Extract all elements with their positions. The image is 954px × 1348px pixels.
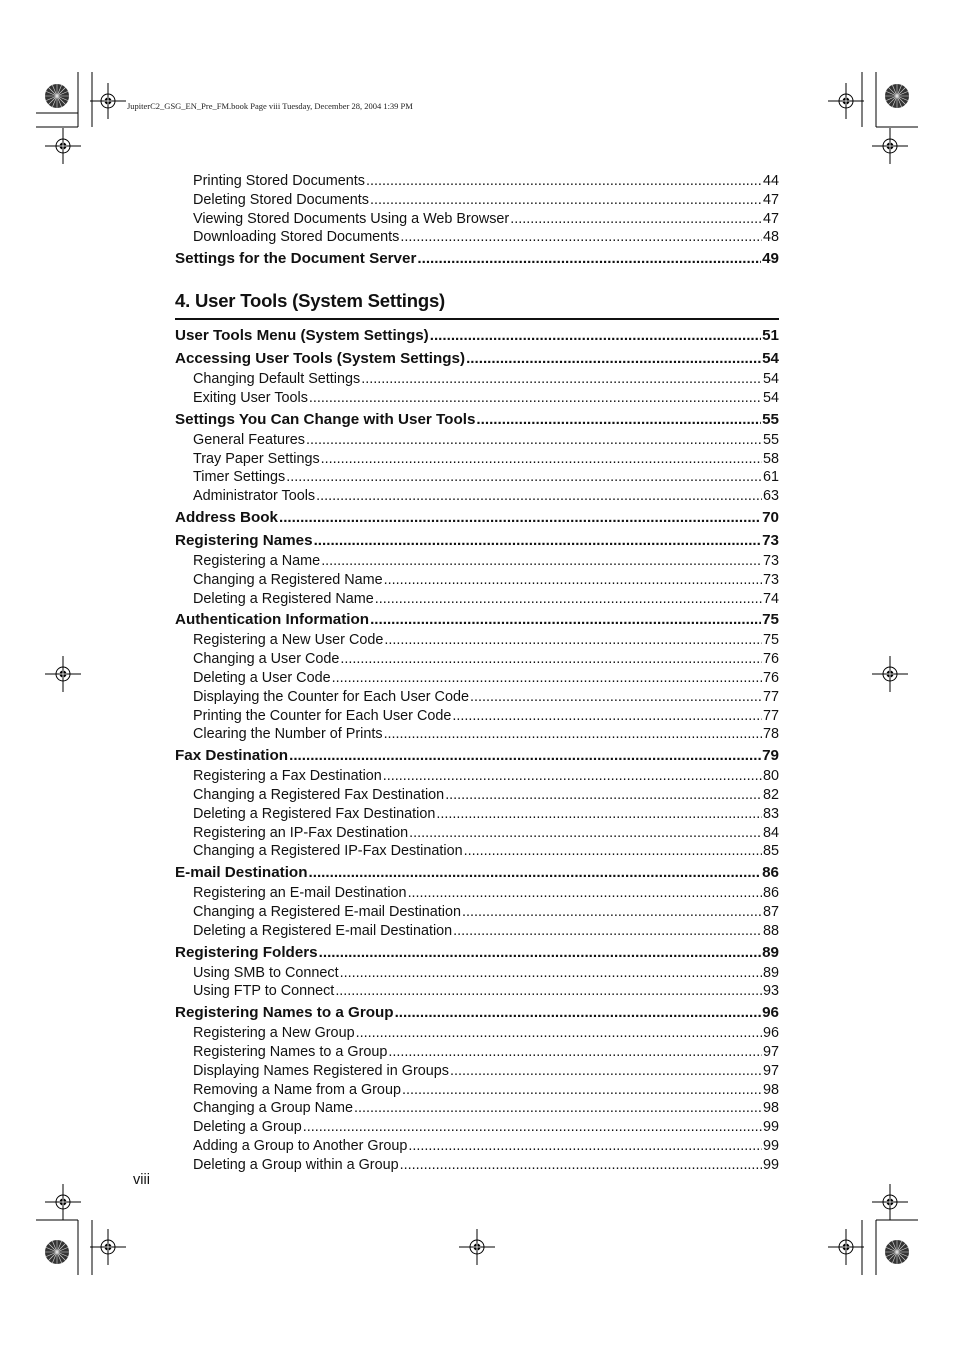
toc-entry-page: 79	[762, 747, 779, 765]
toc-entry-page: 93	[762, 983, 779, 1000]
toc-entry-page: 48	[762, 229, 779, 246]
toc-entry-sub[interactable]	[175, 688, 779, 707]
dot-leader	[445, 786, 762, 805]
toc-entry-page: 97	[762, 1062, 779, 1079]
toc-entry-sub[interactable]	[175, 631, 779, 650]
toc-entry-title: Clearing the Number of Prints	[193, 726, 383, 743]
toc-entry-page: 88	[762, 922, 779, 939]
toc-entry-page: 77	[762, 707, 779, 724]
toc-entry-sub[interactable]	[175, 571, 779, 590]
toc-entry-main[interactable]	[175, 1002, 779, 1024]
toc-entry-title: Viewing Stored Documents Using a Web Browser	[193, 210, 510, 227]
toc-entry-sub[interactable]	[175, 228, 779, 247]
toc-entry-sub[interactable]	[175, 903, 779, 922]
toc-entry-page: 83	[762, 805, 779, 822]
toc-entry-title: Deleting a Registered Fax Destination	[193, 805, 436, 822]
toc-entry-page: 76	[762, 651, 779, 668]
table-of-contents	[175, 172, 779, 1174]
toc-entry-title: Changing a User Code	[193, 651, 340, 668]
toc-entry-sub[interactable]	[175, 552, 779, 571]
toc-entry-page: 44	[762, 173, 779, 189]
toc-entry-title: Accessing User Tools (System Settings)	[175, 350, 466, 368]
dot-leader	[335, 982, 762, 1001]
toc-entry-page: 47	[762, 191, 779, 208]
dot-leader	[361, 370, 762, 389]
dot-leader	[321, 552, 762, 571]
toc-entry-page: 82	[762, 786, 779, 803]
toc-entry-title: Registering a Name	[193, 552, 321, 569]
dot-leader	[395, 1002, 762, 1024]
toc-entry-page: 54	[762, 371, 779, 388]
toc-entry-title: Deleting a Registered E-mail Destination	[193, 922, 453, 939]
toc-entry-sub[interactable]	[175, 468, 779, 487]
toc-entry-page: 98	[762, 1100, 779, 1117]
toc-entry-sub[interactable]	[175, 172, 779, 191]
dot-leader	[400, 1156, 762, 1175]
dot-leader	[453, 922, 762, 941]
toc-entry-main[interactable]	[175, 609, 779, 631]
toc-entry-title: Registering an IP-Fax Destination	[193, 824, 409, 841]
toc-entry-title: Registering a New Group	[193, 1025, 355, 1042]
toc-entry-sub[interactable]	[175, 1118, 779, 1137]
toc-entry-sub[interactable]	[175, 370, 779, 389]
toc-entry-page: 87	[762, 903, 779, 920]
toc-entry-sub[interactable]	[175, 450, 779, 469]
toc-entry-title: Registering Names	[175, 531, 313, 549]
toc-entry-page: 89	[762, 943, 779, 961]
toc-entry-sub[interactable]	[175, 1062, 779, 1081]
toc-entry-title: Registering a Fax Destination	[193, 768, 382, 785]
toc-entry-main[interactable]	[175, 409, 779, 431]
dot-leader	[354, 1099, 762, 1118]
toc-entry-page: 55	[762, 410, 779, 428]
toc-entry-page: 54	[762, 350, 779, 368]
dot-leader	[470, 688, 762, 707]
dot-leader	[356, 1024, 762, 1043]
toc-entry-sub[interactable]	[175, 707, 779, 726]
toc-entry-sub[interactable]	[175, 1099, 779, 1118]
dot-leader	[309, 862, 762, 884]
toc-entry-page: 96	[762, 1025, 779, 1042]
toc-entry-title: Printing the Counter for Each User Code	[193, 707, 452, 724]
toc-entry-sub[interactable]	[175, 982, 779, 1001]
toc-entry-main[interactable]	[175, 248, 779, 270]
toc-entry-sub[interactable]	[175, 431, 779, 450]
toc-entry-sub[interactable]	[175, 922, 779, 941]
toc-entry-title: User Tools Menu (System Settings)	[175, 327, 429, 345]
print-slug: JupiterC2_GSG_EN_Pre_FM.book Page viii Tuesday, December 28, 2004 1:39 PM	[127, 101, 413, 111]
toc-entry-title: General Features	[193, 431, 305, 448]
toc-entry-main[interactable]	[175, 942, 779, 964]
chapter-heading: 4. User Tools (System Settings)	[175, 290, 779, 320]
dot-leader	[321, 450, 762, 469]
toc-entry-title: Authentication Information	[175, 611, 370, 629]
toc-entry-title: Registering a New User Code	[193, 632, 384, 649]
toc-entry-page: 73	[762, 552, 779, 569]
toc-entry-title: Administrator Tools	[193, 488, 316, 505]
toc-entry-title: Removing a Name from a Group	[193, 1081, 401, 1098]
toc-entry-sub[interactable]	[175, 210, 779, 229]
toc-entry-title: Changing a Registered Name	[193, 571, 383, 588]
toc-entry-title: Displaying Names Registered in Groups	[193, 1062, 449, 1079]
toc-entry-page: 70	[762, 508, 779, 526]
toc-entry-page: 75	[762, 632, 779, 649]
dot-leader	[430, 325, 761, 347]
dot-leader	[384, 725, 762, 744]
toc-entry-main[interactable]	[175, 325, 779, 347]
toc-entry-page: 78	[762, 726, 779, 743]
toc-entry-page: 85	[762, 843, 779, 860]
toc-entry-sub[interactable]	[175, 1137, 779, 1156]
toc-entry-page: 47	[762, 210, 779, 227]
dot-leader	[464, 842, 762, 861]
dot-leader	[289, 745, 761, 767]
toc-entry-main[interactable]	[175, 745, 779, 767]
toc-entry-page: 49	[762, 250, 779, 268]
toc-section-previous	[175, 172, 779, 270]
toc-entry-page: 98	[762, 1081, 779, 1098]
toc-entry-title: Deleting a User Code	[193, 669, 331, 686]
dot-leader	[309, 389, 762, 408]
toc-entry-sub[interactable]	[175, 786, 779, 805]
dot-leader	[340, 964, 762, 983]
dot-leader	[408, 884, 762, 903]
dot-leader	[462, 903, 762, 922]
toc-entry-title: Address Book	[175, 508, 278, 526]
toc-entry-title: Using FTP to Connect	[193, 983, 335, 1000]
toc-entry-page: 86	[762, 885, 779, 902]
dot-leader	[409, 824, 762, 843]
toc-entry-page: 86	[762, 864, 779, 882]
toc-entry-sub[interactable]	[175, 191, 779, 210]
toc-entry-page: 99	[762, 1119, 779, 1136]
toc-section-chapter	[175, 325, 779, 1174]
toc-entry-title: Displaying the Counter for Each User Code	[193, 688, 469, 705]
toc-entry-main[interactable]	[175, 507, 779, 529]
toc-entry-title: Changing a Registered E-mail Destination	[193, 903, 461, 920]
toc-entry-title: Adding a Group to Another Group	[193, 1137, 408, 1154]
dot-leader	[286, 468, 762, 487]
dot-leader	[366, 172, 762, 191]
toc-entry-sub[interactable]	[175, 389, 779, 408]
dot-leader	[408, 1137, 762, 1156]
toc-entry-title: Changing a Registered IP-Fax Destination	[193, 843, 463, 860]
toc-entry-title: Settings You Can Change with User Tools	[175, 410, 476, 428]
dot-leader	[340, 650, 762, 669]
toc-entry-sub[interactable]	[175, 824, 779, 843]
toc-entry-main[interactable]	[175, 348, 779, 370]
toc-entry-page: 99	[762, 1156, 779, 1173]
dot-leader	[319, 942, 761, 964]
toc-entry-page: 75	[762, 611, 779, 629]
dot-leader	[383, 767, 762, 786]
toc-entry-title: Deleting a Group within a Group	[193, 1156, 399, 1173]
toc-entry-title: Registering Folders	[175, 943, 318, 961]
toc-entry-page: 97	[762, 1043, 779, 1060]
toc-entry-page: 76	[762, 669, 779, 686]
toc-entry-page: 84	[762, 824, 779, 841]
toc-entry-sub[interactable]	[175, 725, 779, 744]
dot-leader	[417, 248, 761, 270]
toc-entry-sub[interactable]	[175, 767, 779, 786]
toc-entry-sub[interactable]	[175, 1156, 779, 1175]
dot-leader	[279, 507, 761, 529]
dot-leader	[452, 707, 762, 726]
dot-leader	[400, 228, 762, 247]
toc-entry-sub[interactable]	[175, 487, 779, 506]
toc-entry-title: Registering Names to a Group	[193, 1043, 388, 1060]
toc-entry-title: Deleting a Registered Name	[193, 590, 374, 607]
toc-entry-title: Fax Destination	[175, 747, 289, 765]
toc-entry-page: 89	[762, 964, 779, 981]
toc-entry-page: 61	[762, 469, 779, 486]
dot-leader	[375, 590, 762, 609]
toc-entry-sub[interactable]	[175, 1024, 779, 1043]
dot-leader	[510, 210, 762, 229]
dot-leader	[388, 1043, 762, 1062]
toc-entry-sub[interactable]	[175, 669, 779, 688]
toc-entry-page: 54	[762, 389, 779, 406]
toc-entry-title: Deleting Stored Documents	[193, 191, 369, 208]
toc-entry-sub[interactable]	[175, 805, 779, 824]
toc-entry-title: Changing a Registered Fax Destination	[193, 786, 445, 803]
toc-entry-page: 99	[762, 1137, 779, 1154]
toc-entry-page: 51	[762, 327, 779, 345]
toc-entry-title: Changing Default Settings	[193, 371, 361, 388]
toc-entry-title: Using SMB to Connect	[193, 964, 339, 981]
toc-entry-page: 55	[762, 431, 779, 448]
toc-entry-sub[interactable]	[175, 884, 779, 903]
toc-entry-title: Timer Settings	[193, 469, 286, 486]
toc-entry-title: Tray Paper Settings	[193, 450, 320, 467]
toc-entry-title: Settings for the Document Server	[175, 250, 417, 268]
toc-entry-main[interactable]	[175, 530, 779, 552]
toc-entry-page: 73	[762, 571, 779, 588]
toc-entry-title: Registering Names to a Group	[175, 1004, 394, 1022]
toc-entry-page: 73	[762, 531, 779, 549]
toc-entry-sub[interactable]	[175, 1043, 779, 1062]
dot-leader	[466, 348, 761, 370]
toc-entry-page: 74	[762, 590, 779, 607]
dot-leader	[332, 669, 762, 688]
dot-leader	[476, 409, 761, 431]
toc-entry-main[interactable]	[175, 862, 779, 884]
toc-entry-title: Downloading Stored Documents	[193, 229, 400, 246]
dot-leader	[450, 1062, 762, 1081]
dot-leader	[303, 1118, 762, 1137]
toc-entry-page: 77	[762, 688, 779, 705]
toc-entry-page: 63	[762, 488, 779, 505]
toc-entry-sub[interactable]	[175, 1081, 779, 1100]
toc-entry-page: 96	[762, 1004, 779, 1022]
dot-leader	[370, 191, 762, 210]
toc-entry-title: Printing Stored Documents	[193, 173, 365, 189]
toc-entry-page: 80	[762, 768, 779, 785]
toc-entry-title: Exiting User Tools	[193, 389, 308, 406]
dot-leader	[370, 609, 761, 631]
toc-entry-sub[interactable]	[175, 964, 779, 983]
toc-entry-page: 58	[762, 450, 779, 467]
dot-leader	[384, 571, 762, 590]
dot-leader	[316, 487, 762, 506]
toc-entry-title: E-mail Destination	[175, 864, 308, 882]
dot-leader	[314, 530, 762, 552]
toc-entry-sub[interactable]	[175, 590, 779, 609]
dot-leader	[306, 431, 762, 450]
toc-entry-title: Registering an E-mail Destination	[193, 885, 407, 902]
toc-entry-title: Deleting a Group	[193, 1119, 302, 1136]
dot-leader	[402, 1081, 762, 1100]
toc-entry-sub[interactable]	[175, 842, 779, 861]
dot-leader	[384, 631, 762, 650]
toc-entry-sub[interactable]	[175, 650, 779, 669]
page-number: viii	[133, 1172, 150, 1188]
dot-leader	[436, 805, 762, 824]
toc-entry-title: Changing a Group Name	[193, 1100, 353, 1117]
